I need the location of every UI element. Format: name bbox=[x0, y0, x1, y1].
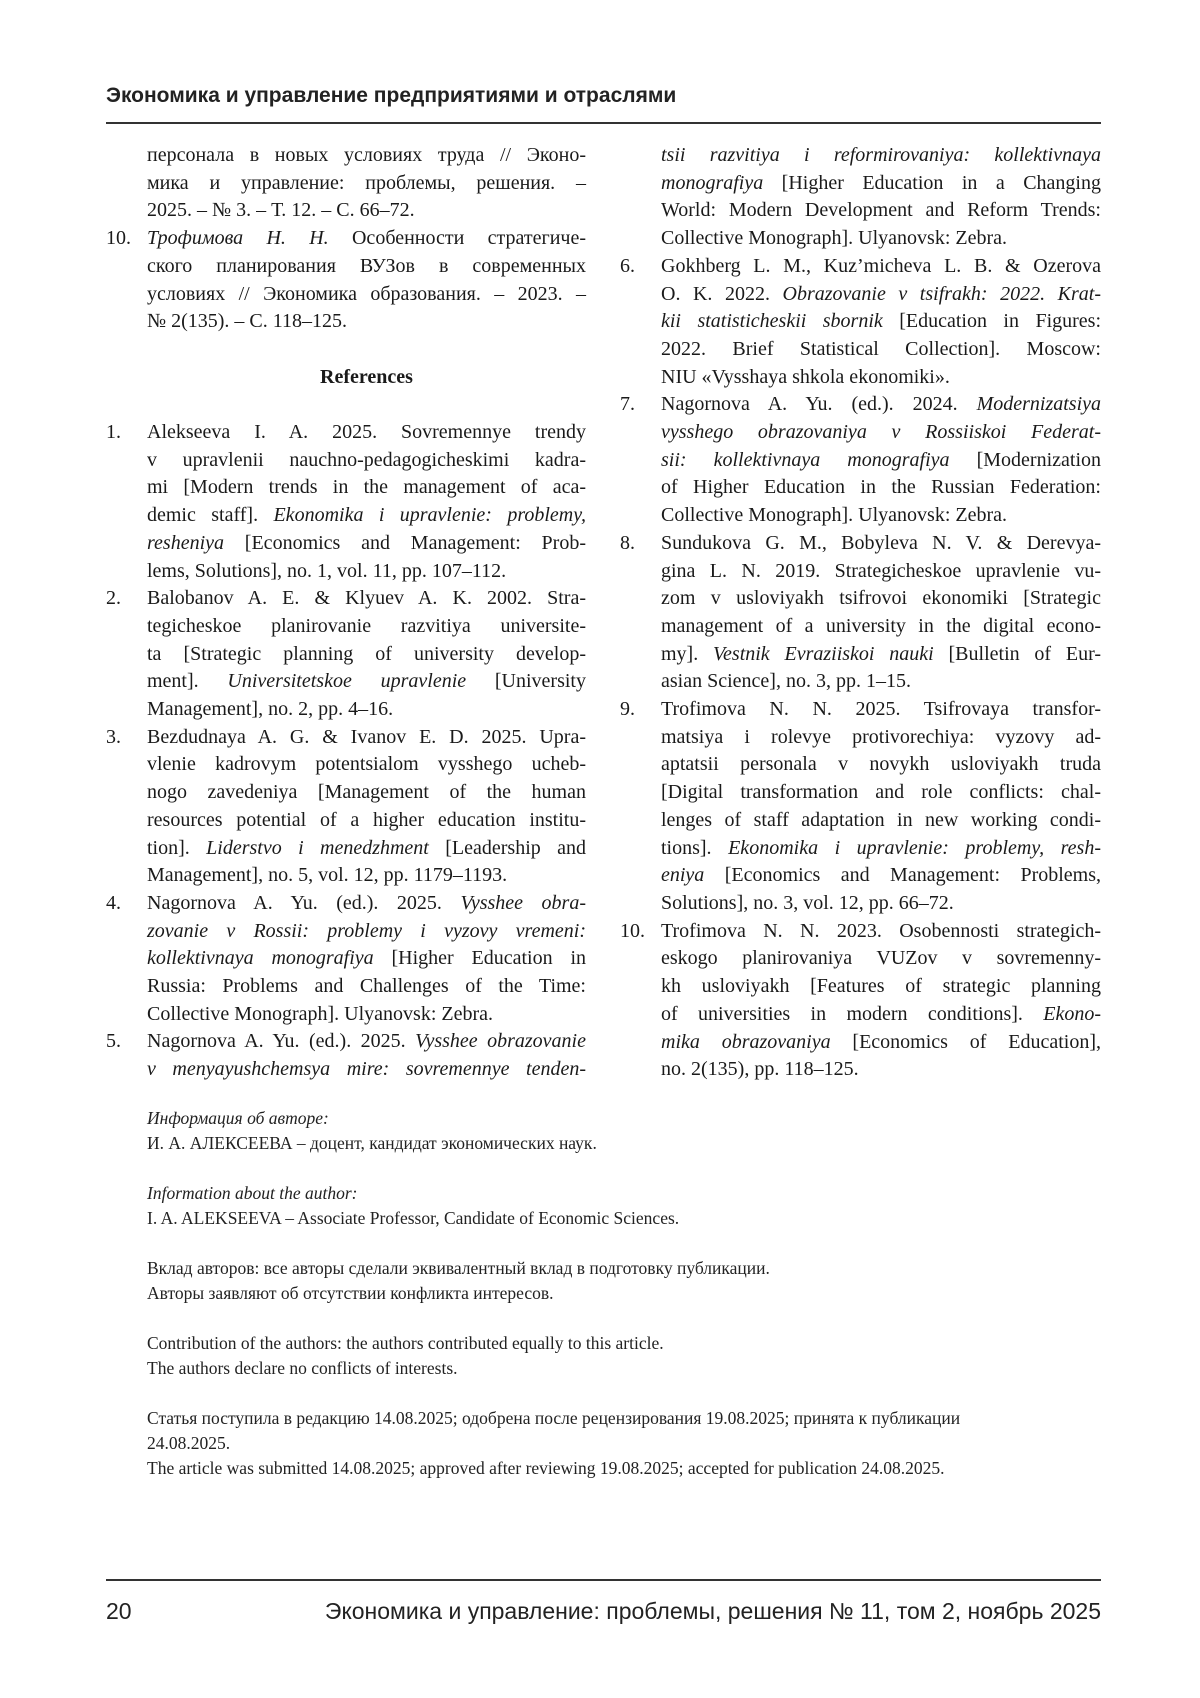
reference-entry bbox=[106, 1028, 586, 1083]
reference-entry bbox=[620, 391, 1101, 530]
author-info-ru-label: Информация об авторе: bbox=[147, 1108, 329, 1128]
reference-line bbox=[147, 447, 586, 475]
reference-text: Balobanov A. E. & Klyuev A. K. 2002. Stra- bbox=[147, 587, 586, 609]
italic-title: Liderstvo i menedzhment bbox=[206, 837, 429, 859]
reference-text: 2025. – № 3. – Т. 12. – С. 66–72. bbox=[147, 199, 415, 221]
reference-text: tion]. bbox=[147, 837, 206, 859]
reference-text: eskogo planirovaniya VUZov v sovremenny- bbox=[661, 947, 1101, 969]
reference-text: vlenie kadrovym potentsialom vysshego ucheb- bbox=[147, 753, 586, 775]
reference-text: of universities in modern conditions]. bbox=[661, 1003, 1043, 1025]
reference-line bbox=[661, 751, 1101, 779]
footer-rule bbox=[106, 1579, 1101, 1581]
italic-title: Ekonomika i upravlenie: problemy, resh- bbox=[728, 837, 1101, 859]
reference-text: ment]. bbox=[147, 670, 227, 692]
reference-text: Особенности стратегиче- bbox=[329, 227, 586, 249]
reference-line bbox=[661, 419, 1101, 447]
header-rule bbox=[106, 122, 1101, 124]
italic-title: Obrazovanie v tsifrakh: 2022. Krat- bbox=[783, 283, 1101, 305]
reference-text: Management], no. 5, vol. 12, pp. 1179–1193. bbox=[147, 864, 507, 886]
reference-line bbox=[661, 530, 1101, 558]
reference-entry bbox=[106, 419, 586, 585]
italic-title: zovanie v Rossii: problemy i vyzovy vremeni: bbox=[147, 920, 586, 942]
reference-entry bbox=[620, 696, 1101, 918]
reference-line bbox=[661, 862, 1101, 890]
italic-title: Vestnik Evraziiskoi nauki bbox=[713, 643, 934, 665]
reference-text: персонала в новых условиях труда // Эконо- bbox=[147, 144, 586, 166]
reference-line bbox=[661, 447, 1101, 475]
reference-text: demic staff]. bbox=[147, 504, 273, 526]
reference-text: [Higher Education in a Changing bbox=[763, 172, 1101, 194]
reference-line bbox=[661, 1056, 1101, 1084]
italic-title: monografiya bbox=[661, 172, 763, 194]
contribution-ru: Вклад авторов: все авторы сделали эквивалентный вклад в подготовку публикации. bbox=[147, 1258, 770, 1278]
reference-text: nogo zavedeniya [Management of the human bbox=[147, 781, 586, 803]
reference-text: Sundukova G. M., Bobyleva N. V. & Derevya- bbox=[661, 532, 1101, 554]
reference-line bbox=[661, 724, 1101, 752]
reference-text: World: Modern Development and Reform Trends: bbox=[661, 199, 1101, 221]
right-column bbox=[620, 142, 1101, 1084]
reference-text: O. K. 2022. bbox=[661, 283, 783, 305]
reference-line bbox=[147, 835, 586, 863]
reference-line bbox=[147, 613, 586, 641]
reference-line bbox=[147, 724, 586, 752]
reference-entry bbox=[620, 142, 1101, 253]
reference-text: management of a university in the digital econo- bbox=[661, 615, 1101, 637]
running-header: Экономика и управление предприятиями и отраслями bbox=[106, 84, 676, 108]
reference-text: of Higher Education in the Russian Federation: bbox=[661, 476, 1101, 498]
author-info-en-text: I. A. ALEKSEEVA – Associate Professor, Candidate of Economic Sciences. bbox=[147, 1208, 679, 1228]
italic-title: Universitetskoe upravlenie bbox=[227, 670, 466, 692]
reference-number: 2. bbox=[106, 585, 121, 613]
reference-line bbox=[147, 973, 586, 1001]
reference-entry bbox=[106, 890, 586, 1029]
reference-text: asian Science], no. 3, pp. 1–15. bbox=[661, 670, 911, 692]
reference-entry bbox=[106, 142, 586, 225]
reference-text: zom v usloviyakh tsifrovoi ekonomiki [Strategic bbox=[661, 587, 1101, 609]
reference-line bbox=[147, 530, 586, 558]
reference-text: resources potential of a higher education institu- bbox=[147, 809, 586, 831]
reference-entry bbox=[106, 585, 586, 724]
reference-text: [Bulletin of Eur- bbox=[934, 643, 1101, 665]
italic-title: Vysshee obrazovanie bbox=[415, 1030, 586, 1052]
reference-line bbox=[147, 170, 586, 198]
reference-line bbox=[147, 142, 586, 170]
reference-line bbox=[661, 1029, 1101, 1057]
reference-line bbox=[661, 807, 1101, 835]
left-column bbox=[106, 142, 586, 1084]
reference-text: [Modernization bbox=[950, 449, 1101, 471]
reference-number: 9. bbox=[620, 696, 635, 724]
reference-text: gina L. N. 2019. Strategicheskoe upravlenie vu- bbox=[661, 560, 1101, 582]
reference-line bbox=[147, 502, 586, 530]
page-footer bbox=[106, 1598, 1101, 1625]
references-list-right bbox=[620, 142, 1101, 1084]
reference-number: 10. bbox=[106, 225, 131, 253]
reference-line bbox=[147, 197, 586, 225]
reference-line bbox=[661, 364, 1101, 392]
italic-title: vysshego obrazovaniya v Rossiiskoi Federat- bbox=[661, 421, 1101, 443]
reference-text: [Leadership and bbox=[429, 837, 586, 859]
reference-text: tegicheskoe planirovanie razvitiya universite- bbox=[147, 615, 586, 637]
italic-title: mika obrazovaniya bbox=[661, 1031, 831, 1053]
reference-text: Alekseeva I. A. 2025. Sovremennye trendy bbox=[147, 421, 586, 443]
reference-text: условиях // Экономика образования. – 2023. – bbox=[147, 283, 586, 305]
conflict-ru: Авторы заявляют об отсутствии конфликта интересов. bbox=[147, 1283, 554, 1303]
reference-text: Collective Monograph]. Ulyanovsk: Zebra. bbox=[661, 227, 1007, 249]
reference-line bbox=[147, 945, 586, 973]
reference-text: [Digital transformation and role conflicts: chal- bbox=[661, 781, 1101, 803]
reference-line bbox=[661, 474, 1101, 502]
reference-text: ta [Strategic planning of university develop- bbox=[147, 643, 586, 665]
author-info-ru-text: И. А. АЛЕКСЕЕВА – доцент, кандидат экономических наук. bbox=[147, 1133, 597, 1153]
conflict-en: The authors declare no conflicts of interests. bbox=[147, 1358, 458, 1378]
reference-line bbox=[147, 779, 586, 807]
reference-entry bbox=[620, 918, 1101, 1084]
italic-title: Ekonomika i upravlenie: problemy, bbox=[273, 504, 586, 526]
reference-line bbox=[661, 641, 1101, 669]
dates-ru: Статья поступила в редакцию 14.08.2025; одобрена после рецензирования 19.08.2025; принята к публикации bbox=[147, 1408, 960, 1428]
reference-number: 6. bbox=[620, 253, 635, 281]
reference-line bbox=[661, 779, 1101, 807]
reference-line bbox=[661, 585, 1101, 613]
reference-number: 10. bbox=[620, 918, 645, 946]
reference-text: no. 2(135), pp. 118–125. bbox=[661, 1058, 859, 1080]
reference-text: v upravlenii nauchno-pedagogicheskimi kadra- bbox=[147, 449, 586, 471]
reference-line bbox=[147, 641, 586, 669]
references-list-left bbox=[106, 419, 586, 1084]
reference-number: 5. bbox=[106, 1028, 121, 1056]
reference-line bbox=[147, 890, 586, 918]
reference-text: Solutions], no. 3, vol. 12, pp. 66–72. bbox=[661, 892, 954, 914]
italic-title: Modernizatsiya bbox=[977, 393, 1101, 415]
reference-line bbox=[661, 613, 1101, 641]
reference-text: matsiya i rolevye protivorechiya: vyzovy ad- bbox=[661, 726, 1101, 748]
reference-line bbox=[661, 890, 1101, 918]
reference-text: ского планирования ВУЗов в современных bbox=[147, 255, 586, 277]
reference-line bbox=[661, 835, 1101, 863]
reference-text: my]. bbox=[661, 643, 713, 665]
page-number: 20 bbox=[106, 1598, 132, 1625]
reference-text: [University bbox=[466, 670, 586, 692]
russian-reference-list-continuation bbox=[106, 142, 586, 336]
reference-line bbox=[147, 668, 586, 696]
reference-line bbox=[661, 142, 1101, 170]
reference-line bbox=[147, 696, 586, 724]
reference-line bbox=[147, 862, 586, 890]
reference-text: Management], no. 2, pp. 4–16. bbox=[147, 698, 393, 720]
italic-title: Трофимова Н. Н. bbox=[147, 227, 329, 249]
italic-title: tsii razvitiya i reformirovaniya: kollektivnaya bbox=[661, 144, 1101, 166]
reference-line bbox=[661, 973, 1101, 1001]
reference-line bbox=[147, 1028, 586, 1056]
reference-line bbox=[147, 308, 586, 336]
reference-text: tions]. bbox=[661, 837, 728, 859]
reference-line bbox=[661, 281, 1101, 309]
reference-number: 4. bbox=[106, 890, 121, 918]
reference-line bbox=[147, 225, 586, 253]
reference-line bbox=[661, 225, 1101, 253]
reference-text: [Higher Education in bbox=[374, 947, 586, 969]
reference-line bbox=[661, 502, 1101, 530]
reference-number: 7. bbox=[620, 391, 635, 419]
reference-text: [Economics of Education], bbox=[831, 1031, 1101, 1053]
reference-line bbox=[147, 558, 586, 586]
reference-text: Nagornova A. Yu. (ed.). 2025. bbox=[147, 1030, 415, 1052]
reference-line bbox=[661, 391, 1101, 419]
reference-text: Collective Monograph]. Ulyanovsk: Zebra. bbox=[147, 1003, 493, 1025]
reference-text: Trofimova N. N. 2025. Tsifrovaya transfor- bbox=[661, 698, 1101, 720]
reference-line bbox=[661, 918, 1101, 946]
reference-text: [Education in Figures: bbox=[883, 310, 1101, 332]
italic-title: eniya bbox=[661, 864, 704, 886]
italic-title: resheniya bbox=[147, 532, 224, 554]
reference-line bbox=[661, 197, 1101, 225]
italic-title: kii statisticheskii sbornik bbox=[661, 310, 883, 332]
author-info-en-label: Information about the author: bbox=[147, 1183, 357, 1203]
reference-line bbox=[661, 558, 1101, 586]
reference-line bbox=[147, 1056, 586, 1084]
reference-line bbox=[147, 1001, 586, 1029]
journal-issue: Экономика и управление: проблемы, решения № 11, том 2, ноябрь 2025 bbox=[325, 1598, 1101, 1625]
reference-number: 3. bbox=[106, 724, 121, 752]
italic-title: sii: kollektivnaya monografiya bbox=[661, 449, 950, 471]
reference-entry bbox=[620, 530, 1101, 696]
reference-line bbox=[661, 308, 1101, 336]
reference-entry bbox=[106, 724, 586, 890]
reference-entry bbox=[106, 225, 586, 336]
reference-line bbox=[147, 585, 586, 613]
reference-line bbox=[147, 419, 586, 447]
dates-ru-cont: 24.08.2025. bbox=[147, 1433, 230, 1453]
reference-text: kh usloviyakh [Features of strategic planning bbox=[661, 975, 1101, 997]
references-heading: References bbox=[106, 364, 586, 392]
reference-text: Trofimova N. N. 2023. Osobennosti strategich- bbox=[661, 920, 1101, 942]
reference-text: [Economics and Management: Prob- bbox=[224, 532, 586, 554]
reference-line bbox=[661, 945, 1101, 973]
reference-line bbox=[661, 336, 1101, 364]
reference-text: Nagornova A. Yu. (ed.). 2024. bbox=[661, 393, 977, 415]
reference-text: Collective Monograph]. Ulyanovsk: Zebra. bbox=[661, 504, 1007, 526]
reference-line bbox=[147, 807, 586, 835]
reference-number: 1. bbox=[106, 419, 121, 447]
reference-text: мика и управление: проблемы, решения. – bbox=[147, 172, 586, 194]
reference-text: aptatsii personala v novykh usloviyakh truda bbox=[661, 753, 1101, 775]
contribution-en: Contribution of the authors: the authors contributed equally to this article. bbox=[147, 1333, 664, 1353]
reference-text: № 2(135). – С. 118–125. bbox=[147, 310, 347, 332]
reference-text: [Economics and Management: Problems, bbox=[704, 864, 1101, 886]
reference-line bbox=[147, 281, 586, 309]
italic-title: v menyayushchemsya mire: sovremennye tenden- bbox=[147, 1058, 586, 1080]
reference-line bbox=[147, 751, 586, 779]
reference-line bbox=[661, 170, 1101, 198]
reference-text: lenges of staff adaptation in new working condi- bbox=[661, 809, 1101, 831]
reference-text: NIU «Vysshaya shkola ekonomiki». bbox=[661, 366, 950, 388]
reference-text: Gokhberg L. M., Kuz’micheva L. B. & Ozerova bbox=[661, 255, 1101, 277]
reference-entry bbox=[620, 253, 1101, 392]
reference-line bbox=[661, 1001, 1101, 1029]
reference-text: lems, Solutions], no. 1, vol. 11, pp. 107–112. bbox=[147, 560, 506, 582]
reference-text: Russia: Problems and Challenges of the Time: bbox=[147, 975, 586, 997]
reference-line bbox=[661, 696, 1101, 724]
reference-line bbox=[147, 918, 586, 946]
reference-text: Nagornova A. Yu. (ed.). 2025. bbox=[147, 892, 460, 914]
italic-title: Vysshee obra- bbox=[460, 892, 586, 914]
italic-title: Ekono- bbox=[1043, 1003, 1101, 1025]
reference-number: 8. bbox=[620, 530, 635, 558]
reference-text: Bezdudnaya A. G. & Ivanov E. D. 2025. Upra- bbox=[147, 726, 586, 748]
italic-title: kollektivnaya monografiya bbox=[147, 947, 374, 969]
dates-en: The article was submitted 14.08.2025; approved after reviewing 19.08.2025; accepted for publication 24.08.2025. bbox=[147, 1458, 945, 1478]
reference-text: 2022. Brief Statistical Collection]. Moscow: bbox=[661, 338, 1101, 360]
reference-text: mi [Modern trends in the management of aca- bbox=[147, 476, 586, 498]
reference-line bbox=[147, 474, 586, 502]
reference-line bbox=[661, 668, 1101, 696]
reference-line bbox=[661, 253, 1101, 281]
author-info-section bbox=[147, 1106, 1107, 1506]
reference-line bbox=[147, 253, 586, 281]
